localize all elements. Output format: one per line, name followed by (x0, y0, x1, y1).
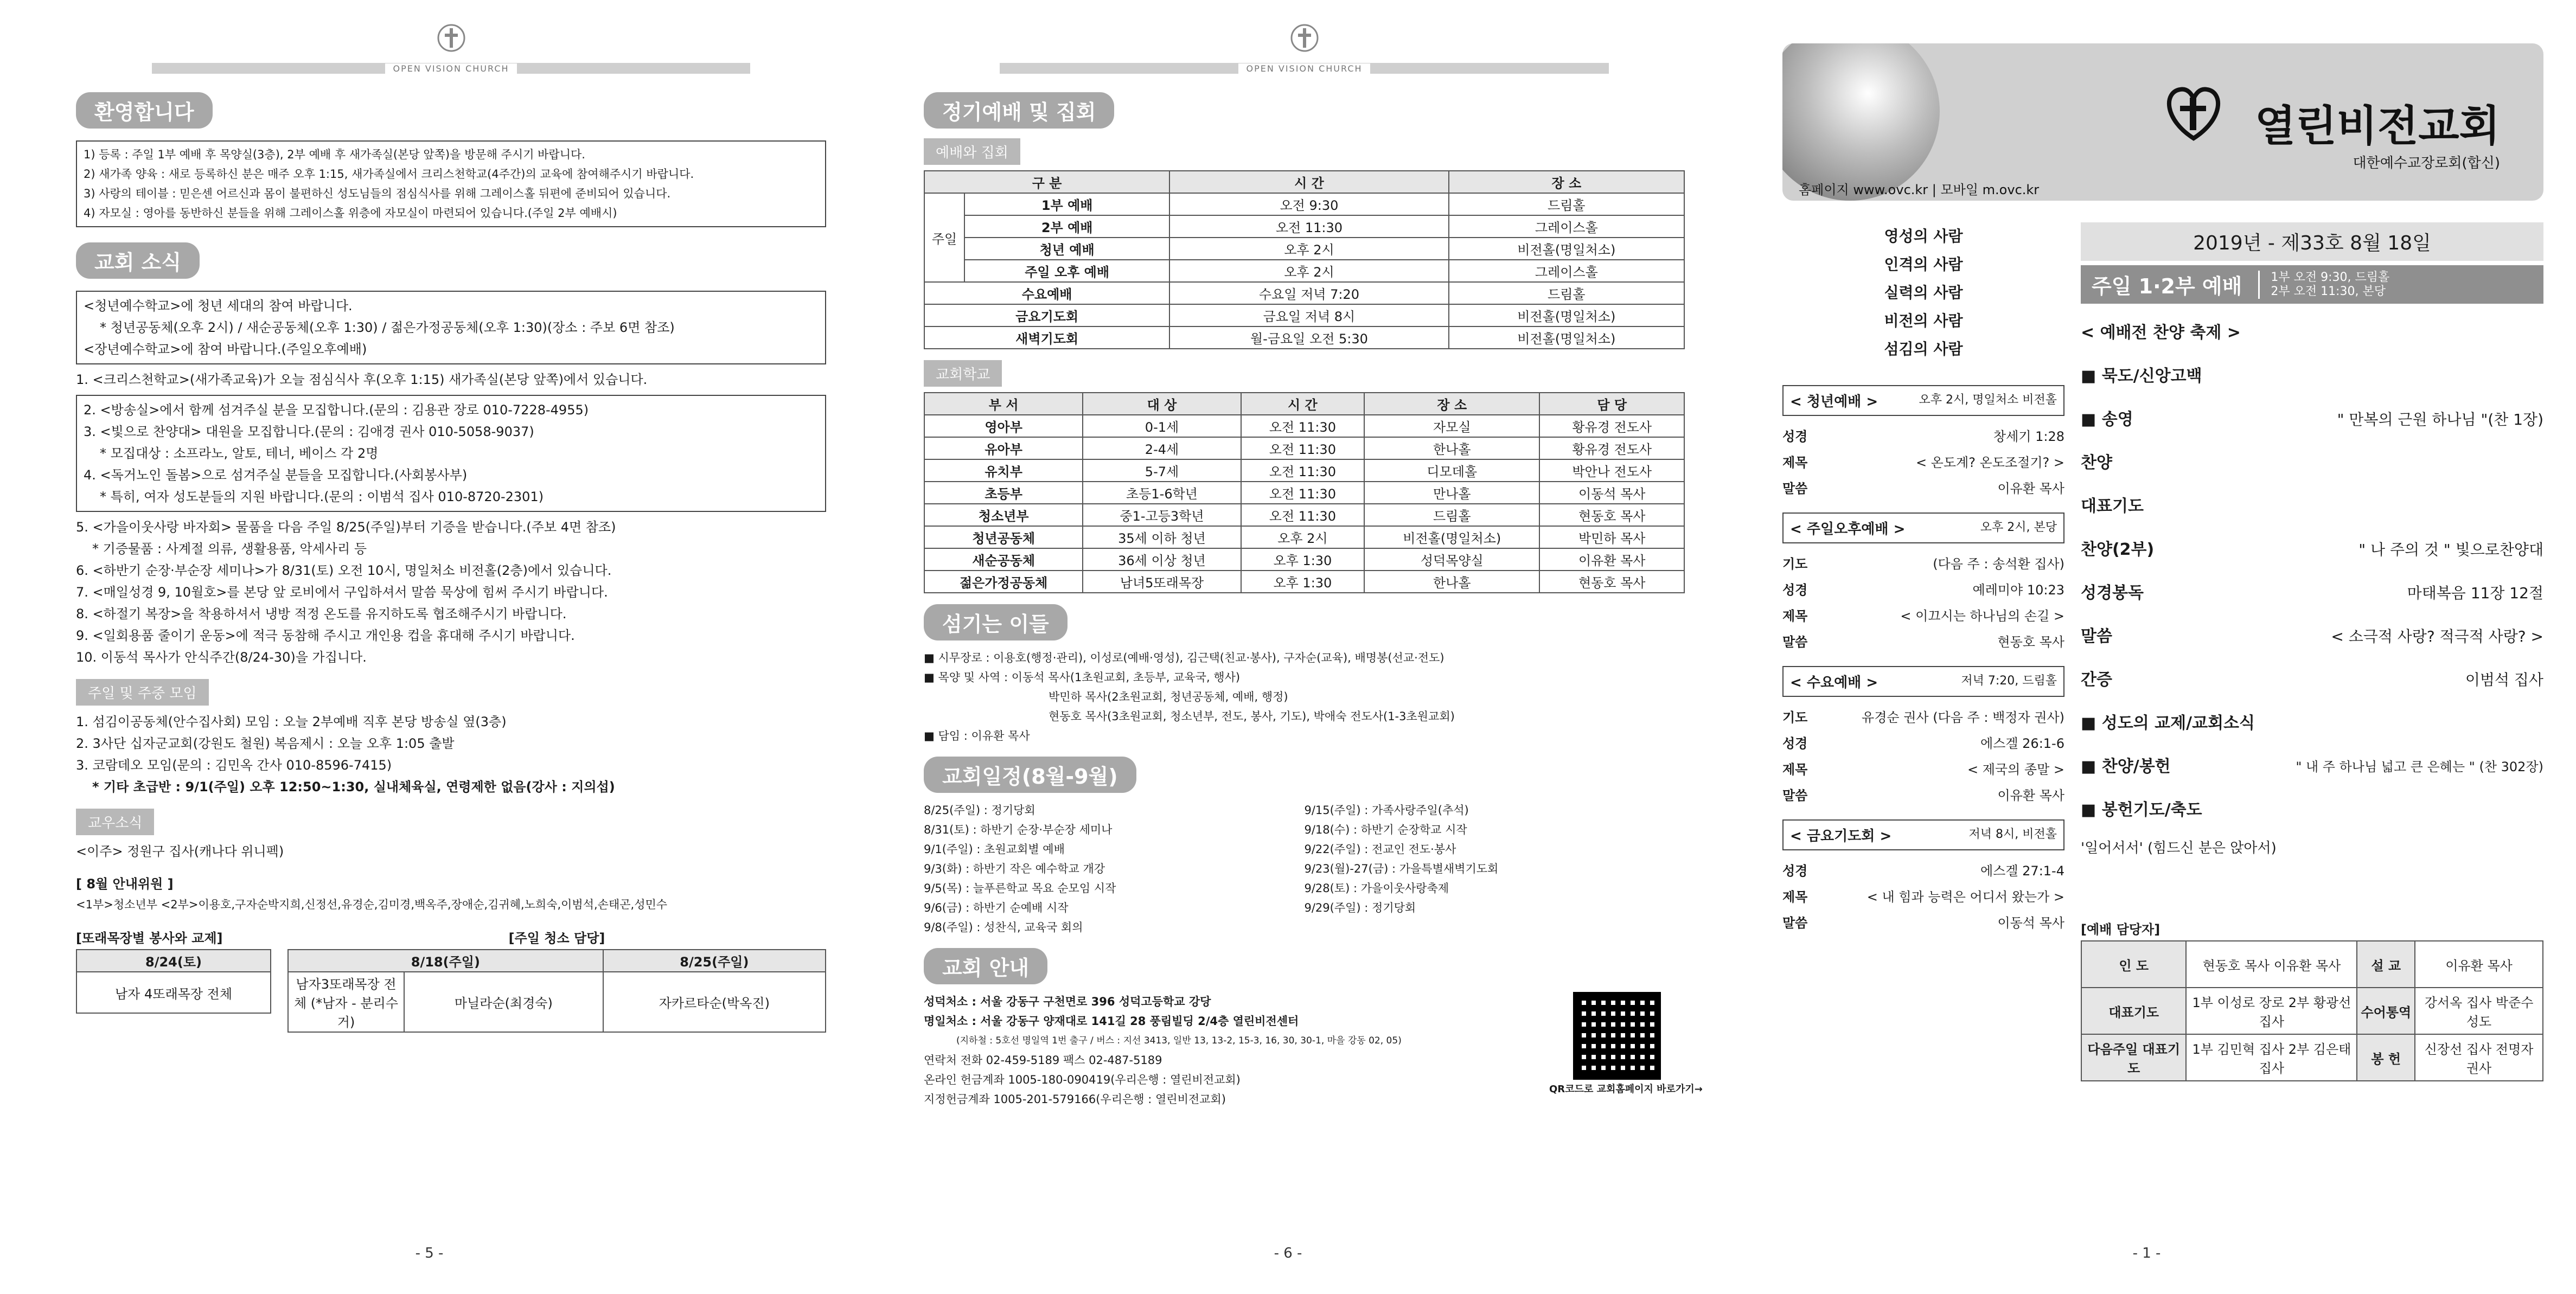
cleaning-date: 8/18(주일) (288, 950, 603, 972)
servants-item: ■ 담임 : 이유환 목사 (924, 729, 1030, 742)
news-line: 4. <독거노인 돌봄>으로 섬겨주실 분들을 모집합니다.(사회봉사부) (84, 467, 468, 483)
school-cell: 새순공동체 (924, 548, 1083, 571)
duty-cell: 신장선 집사 전명자 권사 (2415, 1034, 2543, 1081)
cleaning-cell: 남자3또래목장 전체 (*남자 - 분리수거) (288, 972, 404, 1032)
service-time: 오후 2시, 본당 (1980, 521, 2057, 534)
welcome-box (76, 140, 826, 227)
school-header: 담 당 (1539, 393, 1684, 415)
news-line: <청년예수학교>에 청년 세대의 참여 바랍니다. (84, 298, 353, 313)
welcome-item: 4) 자모실 : 영아를 동반하신 분들을 위해 그레이스홀 위층에 자모실이 마련되어 있습니다.(주일 2부 예배시) (84, 207, 617, 220)
school-cell: 오전 11:30 (1241, 482, 1364, 504)
service-time: 저녁 7:20, 드림홀 (1961, 674, 2057, 688)
worship-cell: 드림홀 (1449, 282, 1684, 304)
worship-cell: 그레이스홀 (1449, 260, 1684, 282)
guide-item: 성덕처소 : 서울 강동구 구천면로 396 성덕고등학교 강당 (924, 995, 1211, 1008)
duty-cell: 인 도 (2081, 941, 2186, 988)
main-service-bar (2081, 265, 2543, 304)
calendar-right (1305, 800, 1685, 937)
worship-table (924, 170, 1685, 349)
school-cell: 영아부 (924, 415, 1083, 437)
meeting-item: 1. 섬김이공동체(안수집사회) 모임 : 오늘 2부예배 직후 본당 방송실 옆(3층) (76, 714, 507, 729)
school-cell: 드림홀 (1364, 504, 1539, 526)
service-row: 말씀 이유환 목사 (1782, 788, 2064, 803)
school-cell: 36세 이상 청년 (1083, 548, 1241, 571)
church-name-en: OPEN VISION CHURCH (1238, 63, 1370, 74)
school-cell: 만나홀 (1364, 482, 1539, 504)
school-cell: 오전 11:30 (1241, 437, 1364, 459)
fellowship-col (76, 927, 271, 1033)
service-row: 말씀 이유환 목사 (1782, 481, 2064, 496)
school-cell: 청년공동체 (924, 526, 1083, 548)
cleaning-date: 8/25(주일) (603, 950, 826, 972)
school-cell: 0-1세 (1083, 415, 1241, 437)
news-line: <장년예수학교>에 참여 바랍니다.(주일오후예배) (84, 342, 367, 357)
service-row: 제목 < 온도계? 온도조절기? > (1782, 455, 2064, 470)
school-cell: 성덕목양실 (1364, 548, 1539, 571)
calendar-item: 9/22(주일) : 전교인 전도·봉사 (1304, 843, 1456, 856)
church-logo-icon (2158, 81, 2229, 146)
guide-item: 명일처소 : 서울 강동구 양재대로 141길 28 풍림빌딩 2/4층 열린비전센터 (924, 1015, 1299, 1028)
website-info[interactable]: 홈페이지 www.ovc.kr | 모바일 m.ovc.kr (1799, 182, 2040, 197)
worship-cell: 2부 예배 (964, 215, 1169, 238)
school-cell: 이동석 목사 (1539, 482, 1684, 504)
service-row: 말씀 현동호 목사 (1782, 635, 2064, 650)
duty-cell: 1부 이성로 장로 2부 황광선 집사 (2186, 988, 2357, 1034)
right-column (2070, 222, 2543, 1081)
welcome-item: 3) 사랑의 테이블 : 믿은센 어르신과 몸이 불편하신 성도님들의 점심식사를 위해 그레이스홀 뒤편에 준비되어 있습니다. (84, 187, 671, 200)
virtue: 실력의 사람 (1884, 284, 1963, 302)
news-box-2 (76, 395, 826, 512)
school-cell: 현동호 목사 (1539, 571, 1684, 593)
news-item: 7. <매일성경 9, 10월호>를 본당 앞 로비에서 구입하셔서 말씀 묵상에 힘써 주시기 바랍니다. (76, 585, 608, 600)
meeting-item: * 기타 초급반 : 9/1(주일) 오후 12:50~1:30, 실내체육실, 연령제한 없음(강사 : 지의섭) (92, 779, 615, 795)
news-line: * 청년공동체(오후 2시) / 새순공동체(오후 1:30) / 젊은가정공동체(오후 1:30)(장소 : 주보 6면 참조) (100, 320, 675, 335)
school-cell: 황유경 전도사 (1539, 437, 1684, 459)
worship-cell: 1부 예배 (964, 193, 1169, 215)
service-row: 제목 < 내 힘과 능력은 어디서 왔는가 > (1782, 889, 2064, 905)
page-number: - 1 - (2132, 1245, 2161, 1261)
worship-cell: 그레이스홀 (1449, 215, 1684, 238)
service-name: < 주일오후예배 > (1790, 521, 1906, 537)
worship-header: 장 소 (1449, 171, 1684, 193)
virtue: 비전의 사람 (1884, 312, 1963, 330)
school-cell: 오전 11:30 (1241, 504, 1364, 526)
worship-header: 구 분 (924, 171, 1169, 193)
school-cell: 오전 11:30 (1241, 415, 1364, 437)
main-service-times: 1부 오전 9:30, 드림홀 2부 오전 11:30, 본당 (2258, 271, 2389, 299)
cleaning-col (287, 927, 826, 1033)
school-cell: 초등1-6학년 (1083, 482, 1241, 504)
cover-body (1782, 222, 2543, 1081)
left-column (1782, 222, 2070, 1081)
page-header (924, 22, 1685, 81)
virtues-list (1782, 222, 2064, 363)
afternoon-service-head (1782, 513, 2064, 543)
calendar-item: 9/29(주일) : 정기당회 (1304, 901, 1416, 914)
cleaning-table (287, 949, 826, 1033)
august-title: [ 8월 안내위원 ] (76, 876, 174, 892)
order-item: ■ 묵도/신앙고백 (2081, 367, 2202, 386)
worship-cell: 청년 예배 (964, 238, 1169, 260)
virtue: 영성의 사람 (1884, 227, 1963, 245)
service-row: 제목 < 이끄시는 하나님의 손길 > (1782, 608, 2064, 624)
calendar-item: 8/25(주일) : 정기당회 (924, 804, 1035, 817)
worship-cell: 오전 9:30 (1169, 193, 1448, 215)
worship-cell: 비전홀(명일처소) (1449, 238, 1684, 260)
service-row: 성경 에스겔 27:1-4 (1782, 863, 2064, 879)
page-1 (1717, 0, 2576, 1294)
cleaning-title: [주일 청소 담당] (508, 931, 605, 946)
news-box-1 (76, 291, 826, 364)
school-cell: 이유환 목사 (1539, 548, 1684, 571)
school-cell: 박민하 목사 (1539, 526, 1684, 548)
header-bar (1000, 63, 1609, 74)
service-row: 기도 유경순 권사 (다음 주 : 백정자 권사) (1782, 710, 2064, 725)
calendar-item: 8/31(토) : 하반기 순장·부순장 세미나 (924, 823, 1113, 836)
denomination: 대한예수교장로회(합신) (2353, 155, 2500, 171)
news-title: 교회 소식 (76, 242, 200, 279)
church-logo-icon (435, 22, 468, 54)
school-cell: 오후 1:30 (1241, 571, 1364, 593)
calendar-item: 9/5(목) : 늘푸른학교 목요 순모임 시작 (924, 882, 1116, 895)
fellowship-cell: 남자 4또래목장 전체 (76, 972, 271, 1013)
calendar-left (924, 800, 1305, 937)
worship-sub: 예배와 집회 (924, 138, 1020, 165)
guide-item: 연락처 전화 02-459-5189 팩스 02-487-5189 (924, 1054, 1162, 1067)
school-cell: 젊은가정공동체 (924, 571, 1083, 593)
service-row: 성경 에스겔 26:1-6 (1782, 736, 2064, 751)
page-6 (859, 0, 1717, 1294)
order-of-service (2081, 311, 2543, 864)
school-header: 시 간 (1241, 393, 1364, 415)
school-cell: 박안나 전도사 (1539, 459, 1684, 482)
guide-item: 지정헌금계좌 1005-201-579166(우리은행 : 열린비전교회) (924, 1093, 1226, 1106)
worship-cell: 금요기도회 (924, 304, 1169, 326)
school-cell: 한나홀 (1364, 571, 1539, 593)
duty-cell: 설 교 (2357, 941, 2415, 988)
school-cell: 한나홀 (1364, 437, 1539, 459)
school-cell: 중1-고등3학년 (1083, 504, 1241, 526)
duty-cell: 이유환 목사 (2415, 941, 2543, 988)
cleaning-cell: 자카르타순(박옥진) (603, 972, 826, 1032)
school-cell: 5-7세 (1083, 459, 1241, 482)
service-row: 제목 < 제국의 종말 > (1782, 762, 2064, 777)
duty-cell: 봉 헌 (2357, 1034, 2415, 1081)
duty-cell: 대표기도 (2081, 988, 2186, 1034)
service-row: 성경 예레미야 10:23 (1782, 582, 2064, 598)
qr-block[interactable] (1549, 992, 1703, 1109)
guide-text (924, 992, 1549, 1109)
news-line: 2. <방송실>에서 함께 섬겨주실 분을 모집합니다.(문의 : 김용관 장로 010-7228-4955) (84, 402, 589, 418)
calendar-item: 9/6(금) : 하반기 순예배 시작 (924, 901, 1069, 914)
order-item: 말씀 < 소극적 사랑? 적극적 사랑? > (2081, 627, 2543, 646)
issue-date: 2019년 - 제33호 8월 18일 (2081, 222, 2543, 261)
school-header: 대 상 (1083, 393, 1241, 415)
cover-banner (1782, 43, 2543, 201)
order-item: '일어서서' (힘드신 분은 앉아서) (2081, 840, 2277, 856)
meetings-title: 주일 및 주중 모임 (76, 679, 209, 706)
service-row: 기도 (다음 주 : 송석환 집사) (1782, 556, 2064, 572)
service-time: 저녁 8시, 비전홀 (1968, 828, 2057, 841)
school-cell: 유아부 (924, 437, 1083, 459)
wednesday-service-head (1782, 666, 2064, 697)
august-text: <1부>청소년부 <2부>이용호,구자순박지희,신정선,유경순,김미경,백옥주,장애순,김귀혜,노희숙,이범석,손태곤,성민수 (76, 898, 668, 911)
school-cell: 남녀5또래목장 (1083, 571, 1241, 593)
news-line: * 특히, 여자 성도분들의 지원 바랍니다.(문의 : 이범석 집사 010-8720-2301) (100, 489, 544, 504)
page-number: - 5 - (415, 1245, 444, 1261)
servants-item: ■ 목양 및 사역 : 이동석 목사(1초원교회, 초등부, 교육국, 행사) (924, 671, 1241, 684)
duty-title: [예배 담당자] (2081, 922, 2160, 937)
worship-cell: 금요일 저녁 8시 (1169, 304, 1448, 326)
church-name: 열린비전교회 (2254, 102, 2500, 151)
worship-cell: 비전홀(명일처소) (1449, 326, 1684, 349)
qr-caption: QR코드로 교회홈페이지 바로가기→ (1549, 1084, 1703, 1095)
school-header: 부 서 (924, 393, 1083, 415)
school-cell: 디모데홀 (1364, 459, 1539, 482)
school-cell: 자모실 (1364, 415, 1539, 437)
school-sub: 교회학교 (924, 360, 1002, 387)
worship-cell: 드림홀 (1449, 193, 1684, 215)
fellowship-table (76, 949, 271, 1014)
news-item: 10. 이동석 목사가 안식주간(8/24-30)을 가집니다. (76, 650, 367, 665)
school-cell: 현동호 목사 (1539, 504, 1684, 526)
school-cell: 2-4세 (1083, 437, 1241, 459)
service-name: < 청년예배 > (1790, 394, 1878, 410)
meeting-item: 3. 코람데오 모임(문의 : 김민옥 간사 010-8596-7415) (76, 758, 392, 773)
fellowship-date: 8/24(토) (76, 950, 271, 972)
service-name: < 금요기도회 > (1790, 828, 1892, 844)
church-logo-icon (1288, 22, 1321, 54)
service-row: 말씀 이동석 목사 (1782, 915, 2064, 931)
virtue: 섬김의 사람 (1884, 340, 1963, 358)
school-cell: 오전 11:30 (1241, 459, 1364, 482)
news-item: 5. <가을이웃사랑 바자회> 물품을 다음 주일 8/25(주일)부터 기증을 받습니다.(주보 4면 참조) (76, 520, 616, 535)
school-cell: 35세 이하 청년 (1083, 526, 1241, 548)
main-service-name: 주일 1·2부 예배 (2092, 274, 2242, 298)
meeting-item: 2. 3사단 십자군교회(강원도 철원) 복음제시 : 오늘 오후 1:05 출발 (76, 736, 455, 751)
news-item: 6. <하반기 순장·부순장 세미나>가 8/31(토) 오전 10시, 명일처소 비전홀(2층)에서 있습니다. (76, 563, 612, 578)
worship-cell: 비전홀(명일처소) (1449, 304, 1684, 326)
school-cell: 청소년부 (924, 504, 1083, 526)
order-item: ■ 찬양/봉헌 " 내 주 하나님 넓고 큰 은혜는 " (찬 302장) (2081, 757, 2543, 776)
header-bar (152, 63, 750, 74)
calendar-item: 9/3(화) : 하반기 작은 예수학교 개강 (924, 862, 1105, 875)
servants-item: ■ 시무장로 : 이용호(행정·관리), 이성로(예배·영성), 김근택(친교·봉사), 구자순(교육), 배명봉(선교·전도) (924, 651, 1444, 664)
friends-item: <이주> 정원구 집사(캐나다 위니펙) (76, 844, 284, 859)
page-header (76, 22, 826, 81)
calendar (924, 800, 1685, 937)
news-item: 1. <크리스천학교>(새가족교육)가 오늘 점심식사 후(오후 1:15) 새가족실(본당 앞쪽)에서 있습니다. (76, 372, 648, 387)
worship-cell: 수요예배 (924, 282, 1169, 304)
worship-cell: 새벽기도회 (924, 326, 1169, 349)
welcome-item: 1) 등록 : 주일 1부 예배 후 목양실(3층), 2부 예배 후 새가족실(본당 앞쪽)을 방문해 주시기 바랍니다. (84, 148, 585, 161)
duty-table (2081, 940, 2543, 1081)
school-cell: 유치부 (924, 459, 1083, 482)
duty-cell: 다음주일 대표기도 (2081, 1034, 2186, 1081)
friday-service-head (1782, 819, 2064, 850)
welcome-title: 환영합니다 (76, 92, 213, 129)
page-5 (0, 0, 859, 1294)
order-item: ■ 성도의 교제/교회소식 (2081, 714, 2255, 733)
news-item: 8. <하절기 복장>을 착용하셔서 냉방 적정 온도를 유지하도록 협조해주시기 바랍니다. (76, 606, 567, 622)
friends-title: 교우소식 (76, 809, 154, 835)
calendar-title: 교회일정(8월-9월) (924, 757, 1136, 793)
worship-cell: 월-금요일 오전 5:30 (1169, 326, 1448, 349)
duty-cell: 1부 김민혁 집사 2부 김은태 집사 (2186, 1034, 2357, 1081)
servants-title: 섬기는 이들 (924, 604, 1068, 640)
order-item: < 예배전 찬양 축제 > (2081, 323, 2241, 342)
order-item: 찬양 (2081, 453, 2112, 472)
calendar-item: 9/1(주일) : 초원교회별 예배 (924, 843, 1065, 856)
news-line: * 모집대상 : 소프라노, 알토, 테너, 베이스 각 2명 (100, 446, 379, 461)
youth-service-head (1782, 385, 2064, 416)
worship-header: 시 간 (1169, 171, 1448, 193)
worship-group: 주일 (924, 193, 964, 282)
worship-cell: 수요일 저녁 7:20 (1169, 282, 1448, 304)
church-name-en: OPEN VISION CHURCH (385, 63, 516, 74)
worship-cell: 주일 오후 예배 (964, 260, 1169, 282)
calendar-item: 9/18(수) : 하반기 순장학교 시작 (1304, 823, 1467, 836)
news-line: 3. <빛으로 찬양대> 대원을 모집합니다.(문의 : 김애경 권사 010-5058-9037) (84, 424, 534, 439)
order-item: 성경봉독 마태복음 11장 12절 (2081, 584, 2543, 603)
cleaning-cell: 마닐라순(최경숙) (404, 972, 603, 1032)
order-item: ■ 봉헌기도/축도 (2081, 800, 2202, 819)
school-cell: 오후 1:30 (1241, 548, 1364, 571)
servants-item: 현동호 목사(3초원교회, 청소년부, 전도, 봉사, 기도), 박애숙 전도사(1-3초원교회) (1049, 710, 1455, 723)
duty-cell: 현동호 목사 이유환 목사 (2186, 941, 2357, 988)
service-row: 성경 창세기 1:28 (1782, 429, 2064, 444)
service-section (76, 927, 826, 1033)
school-cell: 오후 2시 (1241, 526, 1364, 548)
calendar-item: 9/28(토) : 가을이웃사랑축제 (1304, 882, 1449, 895)
fellowship-title: [또래목장별 봉사와 교제] (76, 931, 223, 946)
virtue: 인격의 사람 (1884, 255, 1963, 273)
service-name: < 수요예배 > (1790, 675, 1878, 691)
school-cell: 비전홀(명일처소) (1364, 526, 1539, 548)
guide-section (924, 992, 1703, 1109)
page-number: - 6 - (1274, 1245, 1302, 1261)
school-header: 장 소 (1364, 393, 1539, 415)
news-item: * 기증물품 : 사계절 의류, 생활용품, 악세사리 등 (92, 541, 367, 556)
duty-cell: 강서옥 집사 박준수 성도 (2415, 988, 2543, 1034)
order-item: 대표기도 (2081, 497, 2144, 516)
school-table (924, 392, 1685, 593)
news-item: 9. <일회용품 줄이기 운동>에 적극 동참해 주시고 개인용 컵을 휴대해 주시기 바랍니다. (76, 628, 575, 643)
worship-cell: 오전 11:30 (1169, 215, 1448, 238)
welcome-item: 2) 새가족 양육 : 새로 등록하신 분은 매주 오후 1:15, 새가족실에서 크리스천학교(4주간)의 교육에 참여해주시기 바랍니다. (84, 168, 694, 181)
duty-cell: 수어통역 (2357, 988, 2415, 1034)
order-item: ■ 송영 " 만복의 근원 하나님 "(찬 1장) (2081, 410, 2543, 429)
globe-icon (1782, 43, 1940, 201)
service-time: 오후 2시, 명일처소 비전홀 (1919, 393, 2057, 407)
guide-item: (지하철 : 5호선 명일역 1번 출구 / 버스 : 지선 3413, 일반 13, 13-2, 15-3, 16, 30, 30-1, 마을 강동 02, 05) (956, 1035, 1402, 1046)
worship-cell: 오후 2시 (1169, 238, 1448, 260)
guide-item: 온라인 헌금계좌 1005-180-090419(우리은행 : 열린비전교회) (924, 1073, 1241, 1086)
school-cell: 황유경 전도사 (1539, 415, 1684, 437)
calendar-item: 9/23(월)-27(금) : 가을특별새벽기도회 (1304, 862, 1499, 875)
worship-cell: 오후 2시 (1169, 260, 1448, 282)
order-item: 찬양(2부) " 나 주의 것 " 빛으로찬양대 (2081, 540, 2543, 559)
school-cell: 초등부 (924, 482, 1083, 504)
qr-code-icon[interactable] (1573, 992, 1661, 1080)
worship-title: 정기예배 및 집회 (924, 92, 1114, 129)
order-item: 간증 이범석 집사 (2081, 670, 2543, 689)
calendar-item: 9/8(주일) : 성찬식, 교육국 회의 (924, 921, 1083, 934)
servants-item: 박민하 목사(2초원교회, 청년공동체, 예배, 행정) (1049, 690, 1288, 703)
guide-title: 교회 안내 (924, 948, 1047, 984)
calendar-item: 9/15(주일) : 가족사랑주일(추석) (1304, 804, 1469, 817)
